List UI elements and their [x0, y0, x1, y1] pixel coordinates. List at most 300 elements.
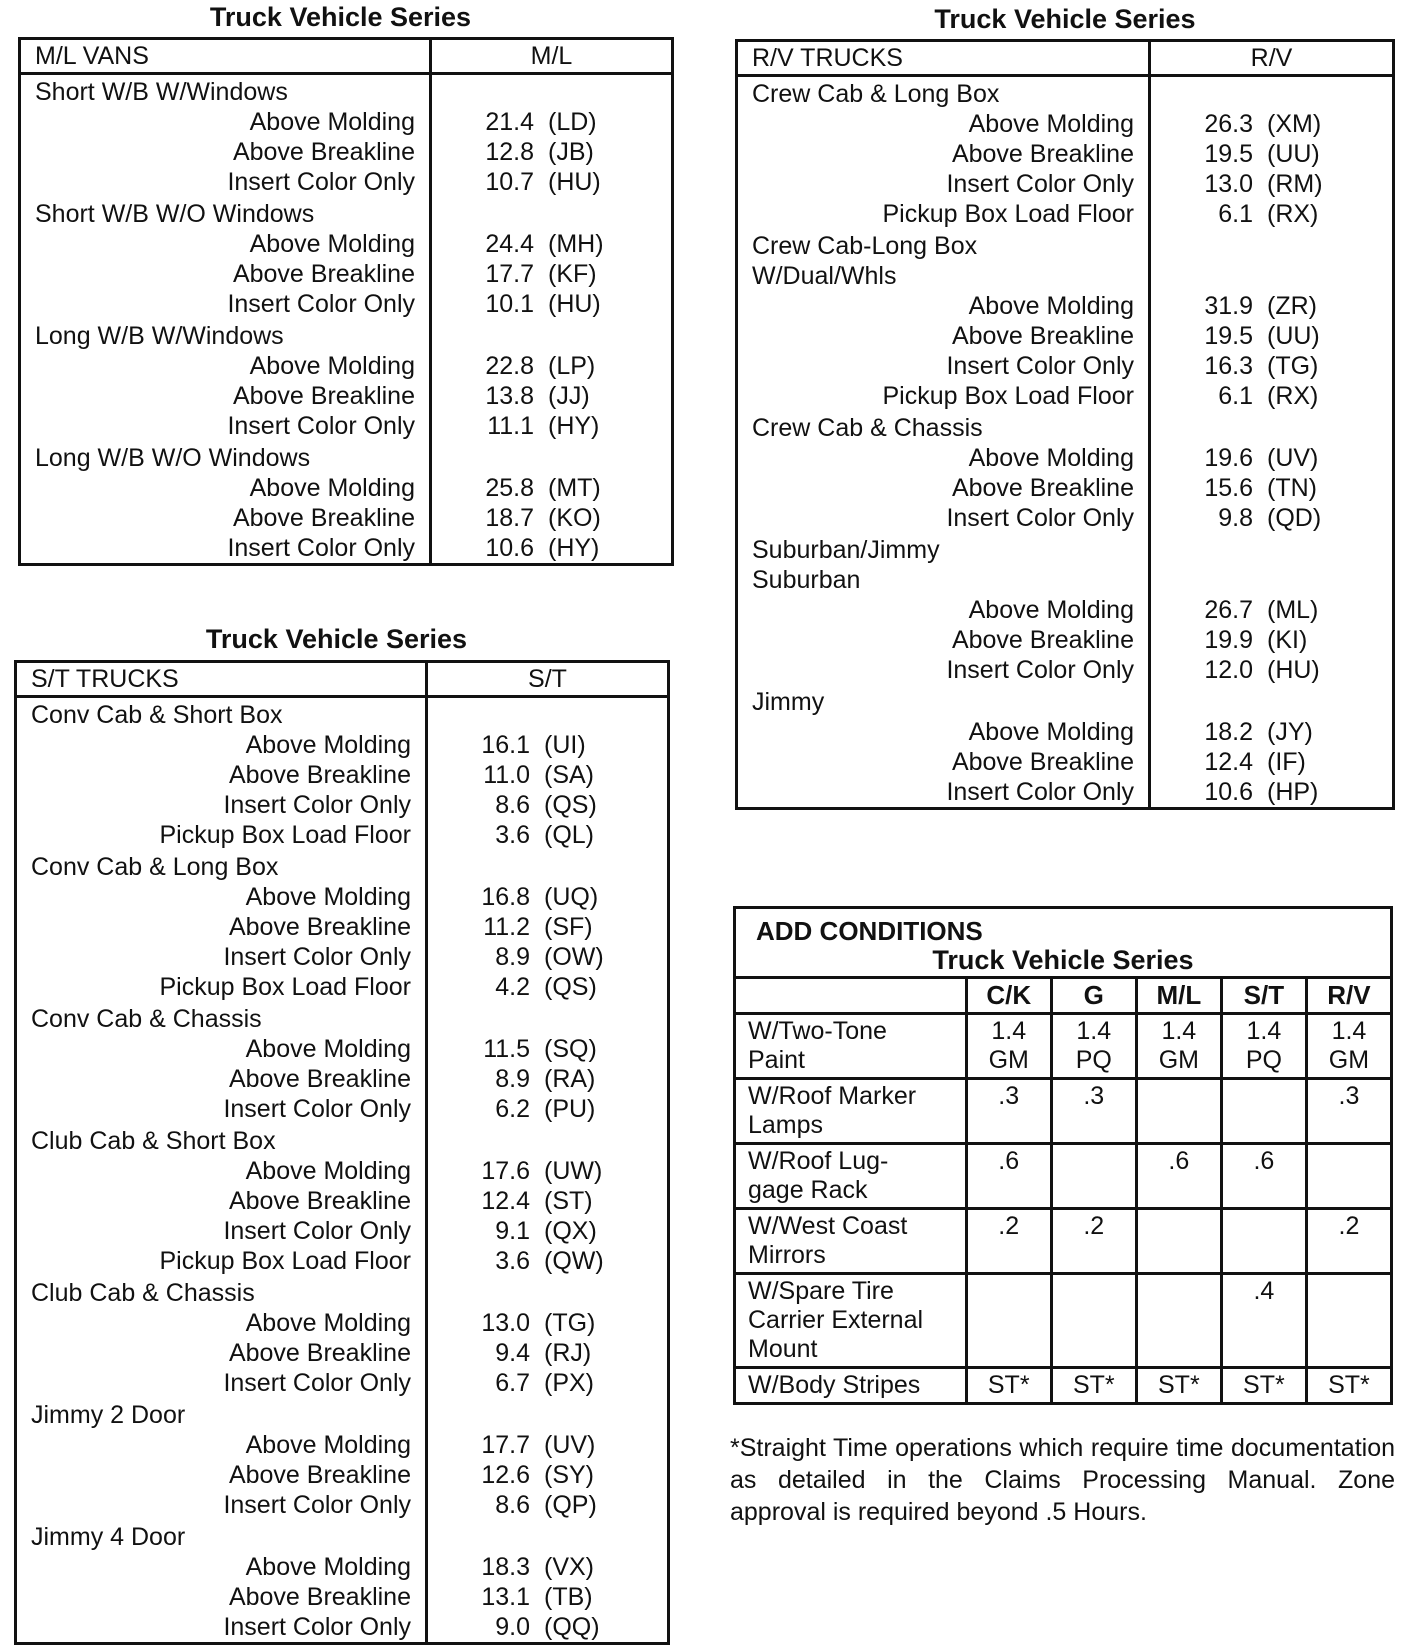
add-time-cell — [966, 1079, 1051, 1144]
operation-label: Pickup Box Load Floor — [159, 1247, 411, 1275]
header-label: M/L VANS — [20, 39, 431, 74]
add-time-cell — [1136, 1274, 1221, 1368]
operation-label: Insert Color Only — [223, 1095, 411, 1123]
group-name: Conv Cab & Chassis — [31, 1005, 262, 1033]
condition-line: Paint — [748, 1046, 805, 1074]
operation-label: Above Molding — [249, 108, 415, 136]
operation-label: Above Breakline — [228, 1461, 411, 1489]
group-row — [737, 411, 1394, 443]
group-row — [16, 850, 669, 882]
footnote: *Straight Time operations which require time documentation as detailed in the Claims Processing Manual. Zone approval is required beyond .5 Hours. — [730, 1434, 1395, 1526]
group-name: Short W/B W/Windows — [35, 78, 288, 106]
operation-label: Insert Color Only — [946, 656, 1134, 684]
labor-time-cell — [427, 760, 669, 790]
add-time-cell — [966, 1274, 1051, 1368]
labor-time-cell — [1150, 109, 1394, 139]
group-name: Suburban — [752, 566, 861, 594]
operation-label: Above Molding — [249, 230, 415, 258]
operation-label: Above Breakline — [232, 260, 415, 288]
operation-code: (UQ) — [544, 883, 599, 911]
operation-code: (TG) — [1267, 352, 1319, 380]
table-row — [737, 169, 1394, 199]
operation-label: Insert Color Only — [223, 1613, 411, 1641]
labor-time-cell — [427, 1034, 669, 1064]
labor-time-cell — [427, 1094, 669, 1124]
operation-label: Above Breakline — [951, 140, 1134, 168]
labor-time: 9.8 — [1218, 504, 1253, 532]
add-time-cell — [1051, 1144, 1136, 1209]
condition-line: gage Rack — [748, 1176, 868, 1204]
labor-time-cell — [1150, 717, 1394, 747]
blank-cell — [1150, 565, 1394, 595]
operation-code: (ST) — [544, 1187, 593, 1215]
condition-line: W/West Coast — [748, 1212, 908, 1240]
add-time-cell — [1221, 1079, 1306, 1144]
add-time-value: .2 — [998, 1212, 1020, 1240]
add-time-value: .6 — [1253, 1147, 1275, 1175]
add-time-cell — [1136, 1079, 1221, 1144]
group-row — [16, 1124, 669, 1156]
labor-time: 6.1 — [1218, 200, 1253, 228]
add-time-value: GM — [988, 1046, 1029, 1074]
blank-cell — [427, 697, 669, 731]
add-time-value: .6 — [1168, 1147, 1190, 1175]
table-row — [16, 1186, 669, 1216]
table-row — [735, 1144, 1392, 1209]
st-trucks-table — [14, 660, 670, 1645]
table-row — [20, 473, 673, 503]
table-row — [737, 747, 1394, 777]
labor-time: 9.4 — [495, 1339, 530, 1367]
labor-time: 16.3 — [1204, 352, 1253, 380]
table-row — [20, 351, 673, 381]
group-row — [20, 74, 673, 108]
add-time-value: 1.4 — [1331, 1017, 1367, 1045]
condition-line: Carrier External — [748, 1306, 924, 1334]
group-row — [737, 261, 1394, 291]
labor-time-cell — [431, 351, 673, 381]
operation-label: Above Breakline — [228, 1065, 411, 1093]
labor-time: 25.8 — [485, 474, 534, 502]
add-time-value: PQ — [1075, 1046, 1112, 1074]
condition-label — [735, 1368, 967, 1404]
operation-label: Above Breakline — [951, 748, 1134, 776]
table-row — [737, 139, 1394, 169]
table-row — [737, 381, 1394, 411]
add-time-value: 1.4 — [1076, 1017, 1112, 1045]
blank-cell — [1150, 261, 1394, 291]
group-row — [737, 565, 1394, 595]
operation-code: (KO) — [548, 504, 601, 532]
group-name: Long W/B W/O Windows — [35, 444, 311, 472]
operation-code: (UV) — [1267, 444, 1319, 472]
group-row — [16, 1002, 669, 1034]
group-name: Short W/B W/O Windows — [35, 200, 315, 228]
add-time-cell — [1051, 1368, 1136, 1404]
operation-label: Insert Color Only — [227, 168, 415, 196]
add-time-cell — [1136, 1014, 1221, 1079]
labor-time: 16.8 — [481, 883, 530, 911]
table-row — [16, 972, 669, 1002]
operation-code: (XM) — [1267, 110, 1322, 138]
condition-line: Mirrors — [748, 1241, 826, 1269]
labor-time-cell — [431, 107, 673, 137]
blank-cell — [427, 1124, 669, 1156]
operation-code: (HY) — [548, 412, 600, 440]
operation-label: Above Molding — [249, 474, 415, 502]
labor-time-cell — [431, 229, 673, 259]
table-row — [737, 321, 1394, 351]
table-row — [20, 259, 673, 289]
labor-time: 17.6 — [481, 1157, 530, 1185]
labor-time-cell — [427, 882, 669, 912]
operation-code: (QS) — [544, 973, 597, 1001]
labor-time: 6.1 — [1218, 382, 1253, 410]
labor-time: 9.0 — [495, 1613, 530, 1641]
labor-time-cell — [431, 137, 673, 167]
operation-code: (SA) — [544, 761, 594, 789]
table-row — [20, 137, 673, 167]
labor-time-cell — [431, 533, 673, 565]
operation-code: (QL) — [544, 821, 594, 849]
add-time-cell — [1136, 1144, 1221, 1209]
blank-cell — [427, 1398, 669, 1430]
add-conditions-table — [733, 906, 1393, 1405]
corner-cell — [735, 978, 967, 1014]
labor-time-cell — [427, 1246, 669, 1276]
labor-time-cell — [431, 259, 673, 289]
condition-line: Mount — [748, 1335, 818, 1363]
table-row — [16, 1490, 669, 1520]
table-row — [20, 229, 673, 259]
operation-label: Insert Color Only — [223, 1217, 411, 1245]
operation-label: Insert Color Only — [227, 534, 415, 562]
table-row — [16, 820, 669, 850]
labor-time: 11.0 — [483, 761, 530, 789]
labor-time: 11.5 — [483, 1035, 530, 1063]
operation-label: Above Breakline — [951, 626, 1134, 654]
condition-label — [735, 1079, 967, 1144]
operation-code: (ZR) — [1267, 292, 1317, 320]
group-name: Conv Cab & Short Box — [31, 701, 283, 729]
group-name: Crew Cab-Long Box — [752, 232, 978, 260]
add-time-cell — [1306, 1079, 1391, 1144]
operation-code: (HY) — [548, 534, 600, 562]
labor-time: 13.1 — [481, 1583, 530, 1611]
labor-time: 10.7 — [485, 168, 534, 196]
blank-cell — [427, 850, 669, 882]
labor-time-cell — [427, 1430, 669, 1460]
table-row — [16, 1308, 669, 1338]
add-time-cell — [1306, 1368, 1391, 1404]
labor-time-cell — [1150, 169, 1394, 199]
labor-time-cell — [427, 912, 669, 942]
labor-time-cell — [1150, 655, 1394, 685]
header-label: R/V TRUCKS — [737, 41, 1150, 76]
table-row — [737, 595, 1394, 625]
operation-code: (MH) — [548, 230, 604, 258]
labor-time: 6.2 — [495, 1095, 530, 1123]
table-row — [16, 942, 669, 972]
labor-time: 19.5 — [1204, 140, 1253, 168]
operation-label: Above Molding — [245, 731, 411, 759]
operation-code: (IF) — [1267, 748, 1306, 776]
operation-code: (QW) — [544, 1247, 604, 1275]
operation-label: Insert Color Only — [227, 412, 415, 440]
table-row — [16, 1368, 669, 1398]
operation-label: Above Molding — [968, 292, 1134, 320]
table-row — [20, 107, 673, 137]
add-time-cell — [1306, 1014, 1391, 1079]
blank-cell — [1150, 229, 1394, 261]
add-time-value: ST* — [1072, 1371, 1115, 1399]
table-row — [16, 730, 669, 760]
operation-code: (UV) — [544, 1431, 596, 1459]
group-name: Conv Cab & Long Box — [31, 853, 279, 881]
group-row — [16, 1276, 669, 1308]
labor-time-cell — [1150, 381, 1394, 411]
labor-time-cell — [427, 1338, 669, 1368]
labor-time: 26.3 — [1204, 110, 1253, 138]
add-time-value: ST* — [1243, 1371, 1285, 1399]
labor-time: 3.6 — [495, 1247, 530, 1275]
operation-label: Pickup Box Load Floor — [882, 382, 1134, 410]
blank-cell — [1150, 76, 1394, 110]
labor-time: 8.6 — [495, 791, 530, 819]
labor-time-cell — [431, 411, 673, 441]
blank-cell — [1150, 411, 1394, 443]
group-row — [20, 197, 673, 229]
operation-label: Pickup Box Load Floor — [159, 821, 411, 849]
add-time-cell — [1221, 1274, 1306, 1368]
labor-time: 12.8 — [485, 138, 534, 166]
labor-time: 12.4 — [481, 1187, 530, 1215]
condition-line: Lamps — [748, 1111, 824, 1139]
operation-code: (JB) — [548, 138, 594, 166]
add-time-value: ST* — [1328, 1371, 1370, 1399]
labor-time-cell — [1150, 291, 1394, 321]
labor-time-cell — [1150, 473, 1394, 503]
operation-label: Above Molding — [245, 1431, 411, 1459]
condition-line: W/Roof Marker — [748, 1082, 917, 1110]
labor-time-cell — [427, 1308, 669, 1338]
operation-label: Pickup Box Load Floor — [159, 973, 411, 1001]
labor-time: 12.0 — [1204, 656, 1253, 684]
st-series-title: Truck Vehicle Series — [205, 624, 468, 654]
table-row — [16, 1156, 669, 1186]
table-row — [16, 1338, 669, 1368]
labor-time: 19.6 — [1204, 444, 1253, 472]
group-row — [737, 533, 1394, 565]
labor-time: 18.2 — [1204, 718, 1253, 746]
add-time-cell — [1306, 1144, 1391, 1209]
operation-code: (SQ) — [544, 1035, 597, 1063]
operation-code: (SF) — [544, 913, 593, 941]
operation-code: (ML) — [1267, 596, 1319, 624]
operation-label: Pickup Box Load Floor — [882, 200, 1134, 228]
labor-time: 6.7 — [495, 1369, 530, 1397]
group-row — [16, 1398, 669, 1430]
labor-time-cell — [1150, 777, 1394, 809]
add-time-cell — [1136, 1368, 1221, 1404]
add-conditions-title: ADD CONDITIONS — [756, 916, 983, 946]
add-heading — [735, 908, 1392, 978]
condition-line: W/Roof Lug- — [748, 1147, 889, 1175]
labor-time: 11.1 — [487, 412, 534, 440]
operation-code: (QD) — [1267, 504, 1322, 532]
labor-time-cell — [427, 1582, 669, 1612]
operation-code: (PU) — [544, 1095, 596, 1123]
table-row — [737, 443, 1394, 473]
operation-code: (HU) — [548, 168, 601, 196]
add-time-cell — [1136, 1209, 1221, 1274]
condition-label — [735, 1014, 967, 1079]
labor-time-cell — [427, 1552, 669, 1582]
blank-cell — [431, 74, 673, 108]
blank-cell — [427, 1002, 669, 1034]
add-time-cell — [966, 1209, 1051, 1274]
table-row — [16, 790, 669, 820]
operation-code: (RJ) — [544, 1339, 592, 1367]
rv-trucks-table — [735, 39, 1395, 810]
series-column-header: G — [1051, 978, 1136, 1014]
labor-time-cell — [1150, 321, 1394, 351]
operation-label: Above Breakline — [228, 1187, 411, 1215]
condition-line: W/Two-Tone — [748, 1017, 887, 1045]
labor-time-cell — [1150, 503, 1394, 533]
table-row — [735, 1209, 1392, 1274]
operation-label: Above Breakline — [951, 322, 1134, 350]
table-row — [20, 533, 673, 565]
operation-label: Above Molding — [968, 596, 1134, 624]
add-time-cell — [966, 1014, 1051, 1079]
labor-time: 22.8 — [485, 352, 534, 380]
labor-time-cell — [1150, 199, 1394, 229]
table-row — [735, 1368, 1392, 1404]
labor-time-cell — [427, 1460, 669, 1490]
operation-label: Above Breakline — [232, 504, 415, 532]
labor-time: 10.1 — [485, 290, 534, 318]
operation-label: Above Molding — [245, 1035, 411, 1063]
operation-code: (KF) — [548, 260, 597, 288]
labor-time: 18.7 — [485, 504, 534, 532]
group-name: Club Cab & Chassis — [31, 1279, 255, 1307]
operation-code: (JJ) — [548, 382, 590, 410]
labor-time: 15.6 — [1204, 474, 1253, 502]
labor-time-cell — [1150, 747, 1394, 777]
blank-cell — [431, 319, 673, 351]
table-row — [737, 503, 1394, 533]
labor-time-cell — [1150, 351, 1394, 381]
blank-cell — [427, 1276, 669, 1308]
table-row — [16, 882, 669, 912]
table-row — [16, 1064, 669, 1094]
operation-label: Above Molding — [245, 1553, 411, 1581]
group-row — [737, 685, 1394, 717]
add-time-value: 1.4 — [1161, 1017, 1197, 1045]
table-row — [737, 199, 1394, 229]
operation-code: (RA) — [544, 1065, 596, 1093]
operation-code: (LD) — [548, 108, 597, 136]
labor-time: 31.9 — [1204, 292, 1253, 320]
table-row — [737, 351, 1394, 381]
add-column-row — [735, 978, 1392, 1014]
operation-label: Above Breakline — [228, 1339, 411, 1367]
operation-code: (HP) — [1267, 778, 1319, 806]
labor-time: 11.2 — [483, 913, 530, 941]
add-time-value: PQ — [1245, 1046, 1282, 1074]
group-name: W/Dual/Whls — [752, 262, 897, 290]
labor-time: 21.4 — [485, 108, 534, 136]
add-time-value: ST* — [987, 1371, 1030, 1399]
operation-code: (HU) — [548, 290, 601, 318]
series-column-header: M/L — [1136, 978, 1221, 1014]
condition-label — [735, 1274, 967, 1368]
operation-code: (UI) — [544, 731, 586, 759]
table-row — [737, 473, 1394, 503]
labor-time-cell — [427, 972, 669, 1002]
labor-time: 13.0 — [1204, 170, 1253, 198]
group-name: Jimmy 4 Door — [31, 1523, 186, 1551]
operation-label: Above Molding — [245, 1309, 411, 1337]
operation-label: Insert Color Only — [946, 170, 1134, 198]
labor-time: 18.3 — [481, 1553, 530, 1581]
labor-time-cell — [1150, 625, 1394, 655]
labor-time: 10.6 — [485, 534, 534, 562]
condition-line: W/Spare Tire — [748, 1277, 894, 1305]
add-time-value: .4 — [1253, 1277, 1275, 1305]
labor-time-cell — [427, 1216, 669, 1246]
blank-cell — [431, 441, 673, 473]
operation-code: (KI) — [1267, 626, 1308, 654]
table-header-row — [16, 662, 669, 697]
add-time-value: .3 — [1338, 1082, 1360, 1110]
condition-label — [735, 1209, 967, 1274]
add-time-value: .6 — [998, 1147, 1020, 1175]
operation-label: Insert Color Only — [946, 778, 1134, 806]
operation-code: (TB) — [544, 1583, 593, 1611]
add-time-cell — [966, 1144, 1051, 1209]
header-column: R/V — [1150, 41, 1394, 76]
labor-time: 17.7 — [481, 1431, 530, 1459]
table-row — [16, 1246, 669, 1276]
add-time-value: 1.4 — [991, 1017, 1027, 1045]
operation-label: Insert Color Only — [223, 791, 411, 819]
table-row — [737, 291, 1394, 321]
blank-cell — [1150, 685, 1394, 717]
labor-time-cell — [427, 1064, 669, 1094]
add-time-cell — [1221, 1144, 1306, 1209]
table-row — [16, 1582, 669, 1612]
labor-time: 19.5 — [1204, 322, 1253, 350]
add-time-cell — [1051, 1209, 1136, 1274]
add-time-cell — [1051, 1274, 1136, 1368]
operation-code: (MT) — [548, 474, 601, 502]
table-header-row — [20, 39, 673, 74]
operation-code: (OW) — [544, 943, 604, 971]
blank-cell — [427, 1520, 669, 1552]
group-name: Crew Cab & Chassis — [752, 414, 983, 442]
labor-time-cell — [1150, 443, 1394, 473]
operation-code: (HU) — [1267, 656, 1320, 684]
add-time-cell — [1306, 1274, 1391, 1368]
ml-series-title: Truck Vehicle Series — [209, 2, 472, 32]
operation-code: (RX) — [1267, 382, 1319, 410]
operation-label: Above Breakline — [232, 138, 415, 166]
blank-cell — [431, 197, 673, 229]
labor-time-cell — [427, 790, 669, 820]
labor-time: 13.0 — [481, 1309, 530, 1337]
